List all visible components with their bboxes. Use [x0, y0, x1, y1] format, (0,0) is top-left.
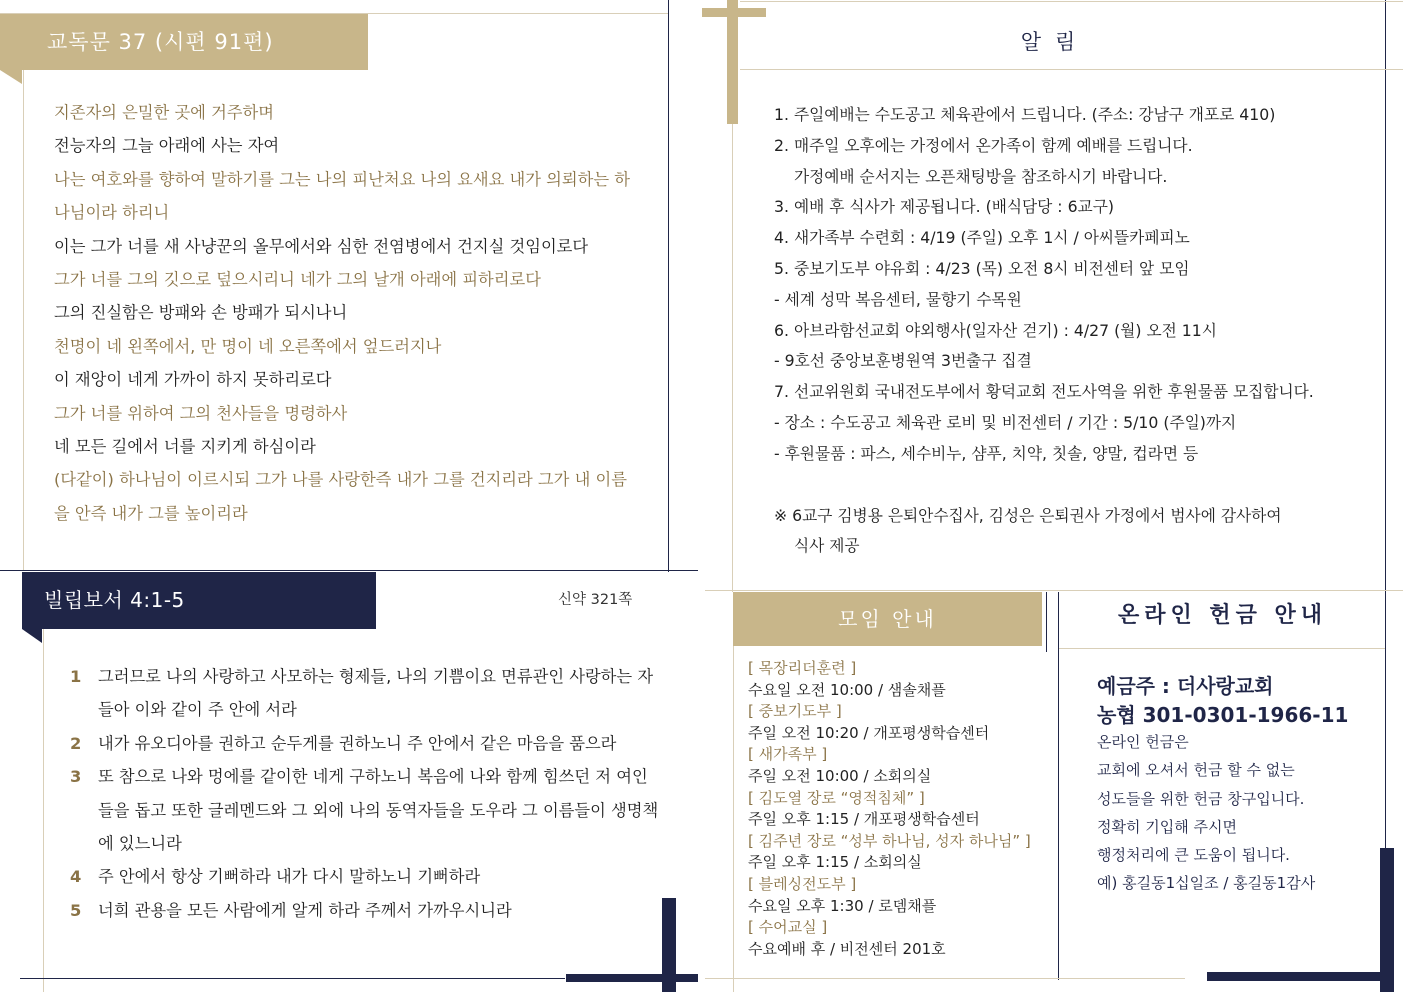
thanks-note: ※ 6교구 김병용 은퇴안수집사, 김성은 은퇴권사 가정에서 범사에 감사하여 [774, 505, 1282, 525]
verse-text: 너희 관용을 모든 사람에게 알게 하라 주께서 가까우시니라 [98, 900, 512, 920]
reading-line: 이는 그가 너를 새 사냥꾼의 올무에서와 심한 전염병에서 건지실 것임이로다 [54, 236, 589, 256]
meeting-detail: 수요예배 후 / 비전센터 201호 [748, 939, 946, 958]
verse-number: 2 [70, 733, 82, 753]
reading-line: 을 안즉 내가 그를 높이리라 [54, 503, 248, 523]
reading-line: 그가 너를 그의 깃으로 덮으시리니 네가 그의 날개 아래에 피하리로다 [54, 270, 541, 290]
announcement-item: - 9호선 중앙보훈병원역 3번출구 집결 [774, 351, 1032, 371]
announcements-title: 알림 [1020, 30, 1090, 54]
reading-line: 나님이라 하리니 [54, 203, 170, 223]
scripture-page-ref: 신약 321쪽 [558, 592, 633, 608]
verse-text: 내가 유오디아를 권하고 순두게를 권하노니 주 안에서 같은 마음을 품으라 [98, 733, 617, 753]
reading-line: 전능자의 그늘 아래에 사는 자여 [54, 136, 280, 156]
online-offering-info [1097, 728, 1377, 898]
announcement-item: - 장소 : 수도공고 체육관 로비 및 비전센터 / 기간 : 5/10 (주일)까지 [774, 412, 1237, 432]
frame-line [43, 628, 44, 992]
reading-line: 그의 진실함은 방패와 손 방패가 되시나니 [54, 303, 348, 323]
offering-info-line: 교회에 오셔서 헌금 할 수 없는 [1097, 761, 1295, 780]
meeting-name: [ 중보기도부 ] [748, 702, 842, 721]
offering-info-line: 예) 홍길동1십일조 / 홍길동1감사 [1097, 874, 1316, 893]
verse-item [70, 894, 660, 927]
verse-item [70, 760, 660, 860]
verse-item [70, 660, 660, 727]
cross-horizontal [702, 8, 766, 17]
cross-vertical [727, 0, 738, 124]
reading-line: 나는 여호와를 향하여 말하기를 그는 나의 피난처요 나의 요새요 내가 의뢰하는 하 [54, 169, 630, 189]
responsive-reading-body [54, 96, 659, 530]
frame-line [733, 646, 734, 992]
offering-info-line: 행정처리에 큰 도움이 됩니다. [1097, 846, 1290, 865]
meeting-name: [ 수어교실 ] [748, 918, 828, 937]
frame-line [740, 1, 1403, 2]
reading-line: 네 모든 길에서 너를 지키게 하심이라 [54, 437, 316, 457]
meeting-detail: 주일 오후 1:15 / 개포평생학습센터 [748, 810, 980, 829]
meeting-detail: 주일 오후 1:15 / 소회의실 [748, 853, 922, 872]
offering-info-line: 온라인 헌금은 [1097, 733, 1189, 751]
thanks-note: 식사 제공 [774, 536, 860, 556]
announcement-item: 4. 새가족부 수련회 : 4/19 (주일) 오후 1시 / 아씨뜰카페피노 [774, 228, 1190, 248]
account-number: 농협 301-0301-1966-11 [1097, 703, 1349, 727]
frame-line [1046, 592, 1047, 652]
announcement-item: - 후원물품 : 파스, 세수비누, 샴푸, 치약, 칫솔, 양말, 컵라면 등 [774, 443, 1199, 463]
frame-line [740, 69, 1403, 70]
meeting-name: [ 블레싱전도부 ] [748, 874, 857, 893]
corner-accent [1207, 972, 1394, 981]
announcement-item: 6. 아브라함선교회 야외행사(일자산 걷기) : 4/27 (월) 오전 11시 [774, 320, 1217, 340]
meetings-title: 모임 안내 [733, 592, 1042, 646]
verse-item [70, 860, 660, 893]
reading-line: 이 재앙이 네게 가까이 하지 못하리로다 [54, 370, 332, 390]
announcement-item: 7. 선교위원회 국내전도부에서 황덕교회 전도사역을 위한 후원물품 모집합니다. [774, 382, 1314, 402]
verse-text: 또 참으로 나와 멍에를 같이한 네게 구하노니 복음에 나와 함께 힘쓰던 저 여인들을 돕고 또한 글레멘드와 그 외에 나의 동역자들을 도우라 그 이름들이 생명책에 있느니라 [98, 767, 659, 854]
frame-line [705, 590, 1403, 591]
offering-info-line: 정확히 기입해 주시면 [1097, 817, 1237, 836]
frame-line [668, 0, 669, 572]
responsive-reading-title: 교독문 37 (시편 91편) [0, 14, 368, 70]
frame-line [0, 570, 698, 571]
verse-text: 주 안에서 항상 기뻐하라 내가 다시 말하노니 기뻐하라 [98, 867, 481, 887]
frame-line [23, 70, 24, 570]
verse-number: 1 [70, 667, 82, 686]
offering-info-line: 성도들을 위한 헌금 창구입니다. [1097, 789, 1305, 808]
corner-accent [566, 974, 698, 982]
frame-line [705, 978, 1185, 979]
announcement-item: - 세계 성막 복음센터, 물향기 수목원 [774, 289, 1022, 309]
meeting-name: [ 새가족부 ] [748, 745, 828, 764]
meeting-detail: 주일 오전 10:00 / 소회의실 [748, 766, 932, 785]
frame-line [1058, 592, 1059, 980]
announcement-item: 3. 예배 후 식사가 제공됩니다. (배식담당 : 6교구) [774, 197, 1114, 217]
meetings-list [748, 658, 1038, 960]
meeting-name: [ 김도열 장로 “영적침체” ] [748, 788, 925, 807]
verse-item [70, 727, 660, 760]
announcement-item: 5. 중보기도부 야유회 : 4/23 (목) 오전 8시 비전센터 앞 모임 [774, 258, 1190, 278]
scripture-title: 빌립보서 4:1-5 [22, 572, 376, 629]
verse-text: 그러므로 나의 사랑하고 사모하는 형제들, 나의 기쁨이요 면류관인 사랑하는 자들아 이와 같이 주 안에 서라 [98, 667, 654, 720]
scripture-verses [70, 660, 660, 927]
corner-accent [1380, 848, 1394, 992]
meeting-name: [ 목장리더훈련 ] [748, 659, 857, 677]
frame-line [1385, 0, 1386, 992]
verse-number: 3 [70, 767, 82, 787]
announcement-item: 가정예배 순서지는 오픈채팅방을 참조하시기 바랍니다. [774, 166, 1168, 186]
title-tab-corner [0, 70, 22, 84]
announcements-list [774, 100, 1364, 562]
frame-line [1059, 648, 1385, 649]
reading-line: 지존자의 은밀한 곳에 거주하며 [54, 103, 274, 122]
reading-line: 천명이 네 왼쪽에서, 만 명이 네 오른쪽에서 엎드러지나 [54, 336, 442, 356]
frame-line [732, 60, 733, 592]
reading-line: 그가 너를 위하여 그의 천사들을 명령하사 [54, 403, 348, 423]
account-holder: 예금주 : 더사랑교회 [1097, 674, 1274, 698]
verse-number: 5 [70, 900, 82, 920]
announcement-item: 2. 매주일 오후에는 가정에서 온가족이 함께 예배를 드립니다. [774, 135, 1193, 155]
meeting-detail: 수요일 오후 1:30 / 로뎀채플 [748, 896, 937, 915]
reading-line: (다같이) 하나님이 이르시되 그가 나를 사랑한즉 내가 그를 건지리라 그가 내 이름 [54, 470, 627, 490]
meeting-detail: 주일 오전 10:20 / 개포평생학습센터 [748, 723, 990, 742]
frame-line [20, 978, 565, 979]
meeting-name: [ 김주년 장로 “성부 하나님, 성자 하나님” ] [748, 831, 1031, 850]
meeting-detail: 수요일 오전 10:00 / 샘솔채플 [748, 680, 946, 699]
title-tab-corner [22, 629, 42, 643]
verse-number: 4 [70, 867, 82, 887]
announcement-item: 1. 주일예배는 수도공고 체육관에서 드립니다. (주소: 강남구 개포로 410) [774, 105, 1276, 124]
online-offering-title: 온라인 헌금 안내 [1117, 603, 1328, 628]
